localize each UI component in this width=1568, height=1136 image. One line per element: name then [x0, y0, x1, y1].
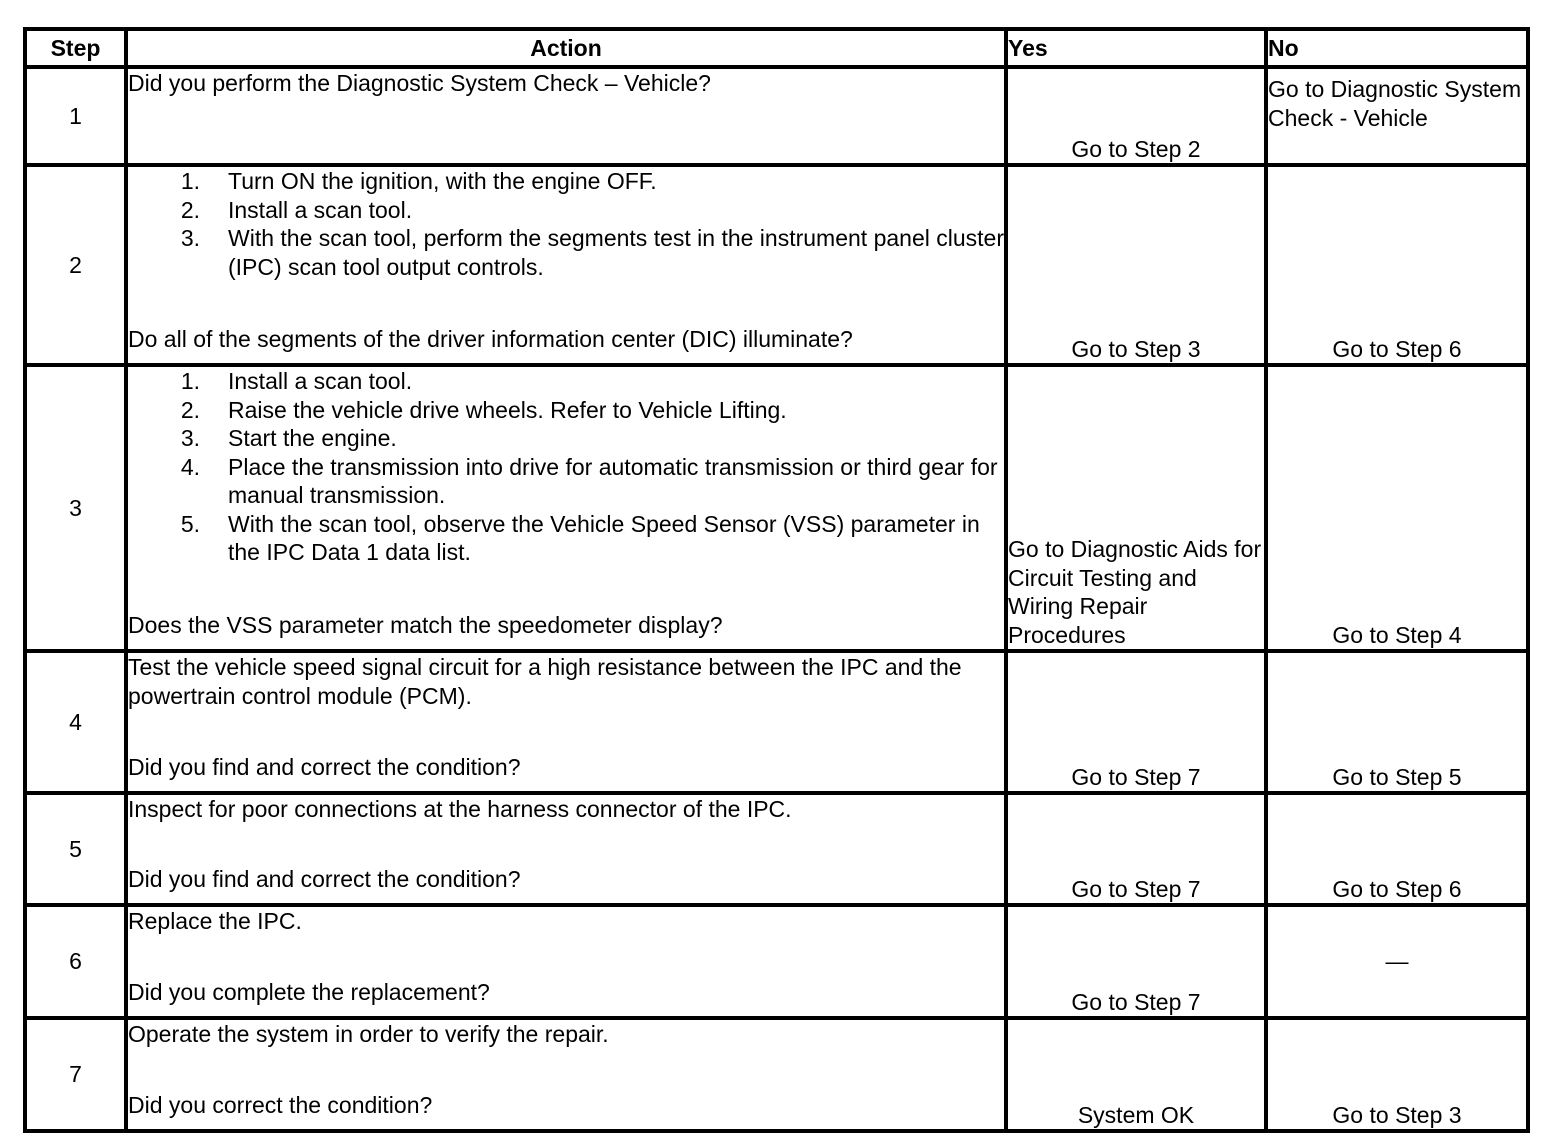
no-cell: —	[1266, 905, 1528, 1018]
action-cell	[126, 651, 1006, 793]
step-number: 4	[25, 651, 126, 793]
list-item: 1. Install a scan tool.	[180, 368, 413, 394]
step-number: 5	[25, 793, 126, 905]
action-question: Does the VSS parameter match the speedometer display?	[128, 611, 723, 638]
yes-cell: Go to Step 7	[1006, 651, 1266, 793]
yes-cell: Go to Step 7	[1006, 793, 1266, 905]
step-number: 6	[25, 905, 126, 1018]
action-text: Replace the IPC.	[128, 908, 302, 934]
list-item: 2. Install a scan tool.	[180, 196, 413, 223]
action-cell	[126, 67, 1006, 165]
no-cell: Go to Diagnostic System Check - Vehicle	[1266, 67, 1528, 165]
step-number: 7	[25, 1018, 126, 1131]
table-row	[25, 905, 1528, 1018]
action-question: Did you find and correct the condition?	[128, 865, 521, 892]
no-cell: Go to Step 6	[1266, 793, 1528, 905]
list-item: 2. Raise the vehicle drive wheels. Refer to Vehicle Lifting.	[180, 396, 787, 423]
header-no: No	[1266, 29, 1528, 67]
header-yes: Yes	[1006, 29, 1266, 67]
table-row	[25, 1018, 1528, 1131]
header-row	[25, 29, 1528, 67]
diagnostic-table	[23, 27, 1530, 1133]
substep-list	[128, 367, 1004, 567]
yes-cell: Go to Step 7	[1006, 905, 1266, 1018]
no-cell: Go to Step 5	[1266, 651, 1528, 793]
list-item: 1. Turn ON the ignition, with the engine OFF.	[180, 168, 657, 194]
yes-cell: Go to Step 2	[1006, 67, 1266, 165]
action-question: Do all of the segments of the driver information center (DIC) illuminate?	[128, 325, 853, 352]
no-cell: Go to Step 6	[1266, 165, 1528, 365]
yes-cell: Go to Diagnostic Aids for Circuit Testing and Wiring Repair Procedures	[1006, 365, 1266, 651]
action-cell	[126, 905, 1006, 1018]
table-row	[25, 651, 1528, 793]
action-text: Operate the system in order to verify the repair.	[128, 1021, 609, 1047]
table-row	[25, 793, 1528, 905]
list-item: 4. Place the transmission into drive for automatic transmission or third gear for manual transmission.	[180, 453, 998, 508]
action-question: Did you find and correct the condition?	[128, 753, 521, 780]
table-row	[25, 165, 1528, 365]
list-item: 3. Start the engine.	[180, 425, 397, 451]
step-number: 2	[25, 165, 126, 365]
table-row	[25, 67, 1528, 165]
action-question: Did you complete the replacement?	[128, 978, 490, 1005]
yes-cell: System OK	[1006, 1018, 1266, 1131]
list-item: 5. With the scan tool, observe the Vehicle Speed Sensor (VSS) parameter in the IPC Data 1 data list.	[180, 510, 980, 565]
action-text: Did you perform the Diagnostic System Check – Vehicle?	[128, 70, 711, 96]
action-text: Test the vehicle speed signal circuit for a high resistance between the IPC and the powertrain control module (PCM).	[128, 654, 962, 709]
header-step: Step	[25, 29, 126, 67]
list-item: 3. With the scan tool, perform the segments test in the instrument panel cluster (IPC) scan tool output controls.	[180, 225, 1004, 280]
table-row	[25, 365, 1528, 651]
action-question: Did you correct the condition?	[128, 1091, 433, 1118]
no-cell: Go to Step 3	[1266, 1018, 1528, 1131]
step-number: 3	[25, 365, 126, 651]
step-number: 1	[25, 67, 126, 165]
header-action: Action	[126, 29, 1006, 67]
action-cell	[126, 1018, 1006, 1131]
substep-list	[128, 167, 1004, 281]
no-cell: Go to Step 4	[1266, 365, 1528, 651]
action-cell	[126, 165, 1006, 365]
action-cell	[126, 793, 1006, 905]
action-cell	[126, 365, 1006, 651]
action-text: Inspect for poor connections at the harness connector of the IPC.	[128, 796, 792, 822]
yes-cell: Go to Step 3	[1006, 165, 1266, 365]
